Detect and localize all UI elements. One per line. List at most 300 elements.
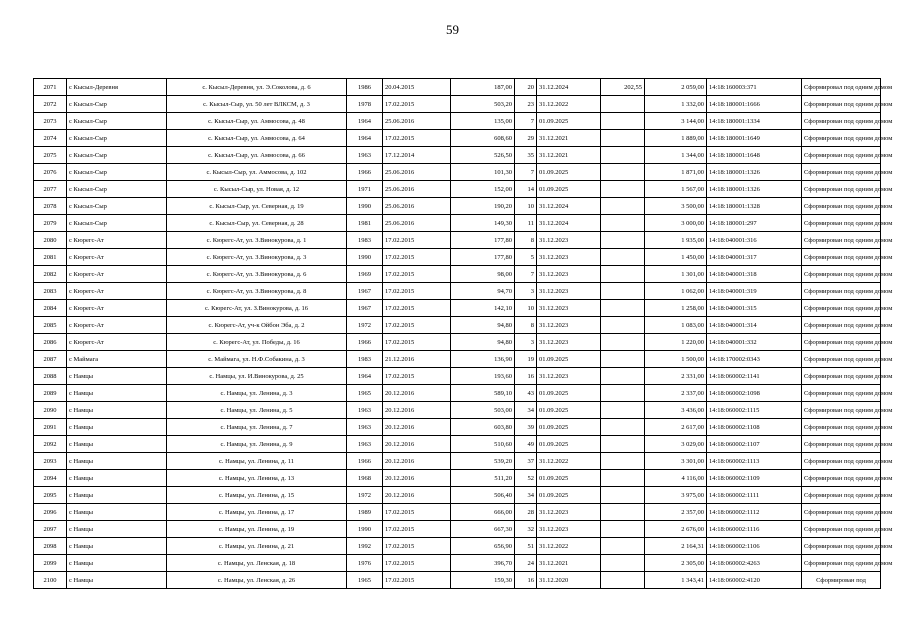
cadastral-number-cell: 14:18:040001:314 — [707, 317, 802, 334]
row-number: 2088 — [34, 368, 67, 385]
area-cell: 94,80 — [451, 334, 515, 351]
area-cell: 539,20 — [451, 453, 515, 470]
address-cell: с. Намцы, ул. Ленина, д. 19 — [167, 521, 347, 538]
row-number: 2094 — [34, 470, 67, 487]
planned-date-cell: 31.12.2021 — [537, 130, 601, 147]
settlement-cell: с Кюрегс-Ат — [67, 317, 167, 334]
row-number: 2089 — [34, 385, 67, 402]
row-number: 2073 — [34, 113, 67, 130]
year-built-cell: 1972 — [347, 317, 383, 334]
planned-date-cell: 31.12.2024 — [537, 79, 601, 96]
address-cell: с. Намцы, ул. Ленская, д. 18 — [167, 555, 347, 572]
year-built-cell: 1983 — [347, 232, 383, 249]
land-status-cell: Сформировал под одним домом — [802, 79, 881, 96]
residents-count-cell: 52 — [515, 470, 537, 487]
extra-value-cell — [601, 96, 645, 113]
row-number: 2077 — [34, 181, 67, 198]
year-built-cell: 1964 — [347, 130, 383, 147]
extra-value-cell — [601, 402, 645, 419]
settlement-cell: с Намцы — [67, 555, 167, 572]
row-number: 2086 — [34, 334, 67, 351]
settlement-cell: с Кюрегс-Ат — [67, 300, 167, 317]
row-number: 2081 — [34, 249, 67, 266]
residents-count-cell: 39 — [515, 419, 537, 436]
year-built-cell: 1966 — [347, 334, 383, 351]
year-built-cell: 1968 — [347, 470, 383, 487]
row-number: 2090 — [34, 402, 67, 419]
address-cell: с. Намцы, ул. Ленина, д. 21 — [167, 538, 347, 555]
settlement-cell: с Кюрегс-Ат — [67, 334, 167, 351]
settlement-cell: с Намцы — [67, 453, 167, 470]
table-row — [34, 232, 881, 249]
residents-count-cell: 14 — [515, 181, 537, 198]
cost-cell: 2 059,00 — [645, 79, 707, 96]
row-number: 2076 — [34, 164, 67, 181]
table-row — [34, 164, 881, 181]
row-number: 2075 — [34, 147, 67, 164]
land-status-cell: Сформирован под одним домом — [802, 317, 881, 334]
address-cell: с. Намцы, ул. Ленина, д. 17 — [167, 504, 347, 521]
cadastral-number-cell: 14:18:060002:1115 — [707, 402, 802, 419]
cost-cell: 3 144,00 — [645, 113, 707, 130]
settlement-cell: с Кысыл-Сыр — [67, 181, 167, 198]
date-cell: 17.02.2015 — [383, 300, 451, 317]
extra-value-cell — [601, 351, 645, 368]
date-cell: 25.06.2016 — [383, 198, 451, 215]
extra-value-cell — [601, 555, 645, 572]
land-status-cell: Сформирован под одним домом — [802, 232, 881, 249]
year-built-cell: 1969 — [347, 266, 383, 283]
table-row — [34, 283, 881, 300]
cadastral-number-cell: 14:18:060002:4120 — [707, 572, 802, 589]
address-cell: с. Кысыл-Сыр, ул. 50 лет ВЛКСМ, д. 3 — [167, 96, 347, 113]
settlement-cell: с Кысыл-Сыр — [67, 147, 167, 164]
planned-date-cell: 31.12.2023 — [537, 283, 601, 300]
cost-cell: 3 500,00 — [645, 198, 707, 215]
table-row — [34, 300, 881, 317]
cost-cell: 1 567,00 — [645, 181, 707, 198]
land-status-cell: Сформирован под одним домом — [802, 470, 881, 487]
cost-cell: 2 357,00 — [645, 504, 707, 521]
cadastral-number-cell: 14:18:180001:1326 — [707, 181, 802, 198]
address-cell: с. Намцы, ул. Ленина, д. 9 — [167, 436, 347, 453]
row-number: 2074 — [34, 130, 67, 147]
extra-value-cell — [601, 300, 645, 317]
table-row — [34, 215, 881, 232]
residents-count-cell: 43 — [515, 385, 537, 402]
date-cell: 17.02.2015 — [383, 317, 451, 334]
cadastral-number-cell: 14:18:180001:1649 — [707, 130, 802, 147]
year-built-cell: 1967 — [347, 283, 383, 300]
area-cell: 187,00 — [451, 79, 515, 96]
area-cell: 152,00 — [451, 181, 515, 198]
planned-date-cell: 01.09.2025 — [537, 402, 601, 419]
land-status-cell: Сформирован под одним домом — [802, 96, 881, 113]
settlement-cell: с Кысыл-Сыр — [67, 113, 167, 130]
settlement-cell: с Намцы — [67, 419, 167, 436]
table-row — [34, 198, 881, 215]
residents-count-cell: 10 — [515, 300, 537, 317]
date-cell: 21.12.2016 — [383, 351, 451, 368]
address-cell: с. Кысыл-Сыр, ул. Аммосова, д. 48 — [167, 113, 347, 130]
extra-value-cell — [601, 419, 645, 436]
land-status-cell: Сформирован под одним домом — [802, 181, 881, 198]
date-cell: 17.02.2015 — [383, 130, 451, 147]
date-cell: 17.12.2014 — [383, 147, 451, 164]
area-cell: 101,30 — [451, 164, 515, 181]
planned-date-cell: 01.09.2025 — [537, 436, 601, 453]
table-row — [34, 113, 881, 130]
land-status-cell: Сформирован под одним домом — [802, 402, 881, 419]
area-cell: 94,70 — [451, 283, 515, 300]
planned-date-cell: 31.12.2023 — [537, 317, 601, 334]
address-cell: с. Кюрегс-Ат, ул. Победы, д. 16 — [167, 334, 347, 351]
table-row — [34, 96, 881, 113]
area-cell: 589,10 — [451, 385, 515, 402]
area-cell: 666,00 — [451, 504, 515, 521]
table-row — [34, 368, 881, 385]
land-status-cell: Сформирован под одним домом — [802, 198, 881, 215]
table-row — [34, 487, 881, 504]
address-cell: с. Кысыл-Деревня, ул. Э.Соколова, д. 6 — [167, 79, 347, 96]
residents-count-cell: 20 — [515, 79, 537, 96]
residents-count-cell: 37 — [515, 453, 537, 470]
residents-count-cell: 3 — [515, 334, 537, 351]
date-cell: 17.02.2015 — [383, 555, 451, 572]
date-cell: 20.12.2016 — [383, 470, 451, 487]
row-number: 2091 — [34, 419, 67, 436]
date-cell: 17.02.2015 — [383, 96, 451, 113]
row-number: 2099 — [34, 555, 67, 572]
row-number: 2078 — [34, 198, 67, 215]
table-row — [34, 504, 881, 521]
land-status-cell: Сформирован под одним домом — [802, 130, 881, 147]
cost-cell: 1 450,00 — [645, 249, 707, 266]
cadastral-number-cell: 14:18:040001:317 — [707, 249, 802, 266]
planned-date-cell: 31.12.2023 — [537, 232, 601, 249]
residents-count-cell: 16 — [515, 572, 537, 589]
planned-date-cell: 31.12.2020 — [537, 572, 601, 589]
year-built-cell: 1966 — [347, 164, 383, 181]
year-built-cell: 1976 — [347, 555, 383, 572]
date-cell: 20.12.2016 — [383, 487, 451, 504]
land-status-cell: Сформирован под одним домом — [802, 555, 881, 572]
planned-date-cell: 01.09.2025 — [537, 470, 601, 487]
extra-value-cell — [601, 164, 645, 181]
planned-date-cell: 31.12.2024 — [537, 215, 601, 232]
land-status-cell: Сформирован под одним домом — [802, 113, 881, 130]
planned-date-cell: 31.12.2023 — [537, 521, 601, 538]
cost-cell: 3 000,00 — [645, 215, 707, 232]
cost-cell: 1 258,00 — [645, 300, 707, 317]
table-row — [34, 538, 881, 555]
cadastral-number-cell: 14:18:180001:1648 — [707, 147, 802, 164]
planned-date-cell: 01.09.2025 — [537, 181, 601, 198]
cadastral-number-cell: 14:18:060002:1113 — [707, 453, 802, 470]
table-row — [34, 419, 881, 436]
land-status-cell: Сформирован под одним домом — [802, 521, 881, 538]
extra-value-cell — [601, 385, 645, 402]
planned-date-cell: 01.09.2025 — [537, 164, 601, 181]
settlement-cell: с Намцы — [67, 368, 167, 385]
date-cell: 17.02.2015 — [383, 572, 451, 589]
cadastral-number-cell: 14:18:060002:1112 — [707, 504, 802, 521]
extra-value-cell — [601, 436, 645, 453]
settlement-cell: с Кысыл-Сыр — [67, 198, 167, 215]
cadastral-number-cell: 14:18:040001:316 — [707, 232, 802, 249]
row-number: 2080 — [34, 232, 67, 249]
settlement-cell: с Кысыл-Сыр — [67, 215, 167, 232]
cost-cell: 2 617,00 — [645, 419, 707, 436]
row-number: 2093 — [34, 453, 67, 470]
residents-count-cell: 7 — [515, 266, 537, 283]
planned-date-cell: 31.12.2023 — [537, 368, 601, 385]
cadastral-number-cell: 14:18:160003:371 — [707, 79, 802, 96]
land-status-cell: Сформирован под одним домом — [802, 538, 881, 555]
planned-date-cell: 31.12.2023 — [537, 334, 601, 351]
address-cell: с. Кюрегс-Ат, ул. З.Винокурова, д. 3 — [167, 249, 347, 266]
date-cell: 17.02.2015 — [383, 266, 451, 283]
extra-value-cell — [601, 113, 645, 130]
cadastral-number-cell: 14:18:060002:1109 — [707, 470, 802, 487]
cost-cell: 1 889,00 — [645, 130, 707, 147]
cost-cell: 1 343,41 — [645, 572, 707, 589]
extra-value-cell — [601, 572, 645, 589]
cost-cell: 4 116,00 — [645, 470, 707, 487]
residents-count-cell: 23 — [515, 96, 537, 113]
year-built-cell: 1964 — [347, 368, 383, 385]
date-cell: 20.12.2016 — [383, 453, 451, 470]
residents-count-cell: 49 — [515, 436, 537, 453]
area-cell: 98,00 — [451, 266, 515, 283]
year-built-cell: 1966 — [347, 453, 383, 470]
extra-value-cell — [601, 317, 645, 334]
row-number: 2100 — [34, 572, 67, 589]
year-built-cell: 1963 — [347, 436, 383, 453]
land-status-cell: Сформирован под одним домом — [802, 419, 881, 436]
planned-date-cell: 31.12.2022 — [537, 96, 601, 113]
cost-cell: 2 337,00 — [645, 385, 707, 402]
land-status-cell: Сформирован под одним домом — [802, 385, 881, 402]
cadastral-number-cell: 14:18:040001:319 — [707, 283, 802, 300]
settlement-cell: с Намцы — [67, 436, 167, 453]
cadastral-number-cell: 14:18:180001:1334 — [707, 113, 802, 130]
cost-cell: 1 062,00 — [645, 283, 707, 300]
land-status-cell: Сформирован под одним домом — [802, 164, 881, 181]
table-row — [34, 130, 881, 147]
residents-count-cell: 7 — [515, 164, 537, 181]
area-cell: 526,50 — [451, 147, 515, 164]
planned-date-cell: 01.09.2025 — [537, 385, 601, 402]
residents-count-cell: 7 — [515, 113, 537, 130]
planned-date-cell: 31.12.2023 — [537, 266, 601, 283]
area-cell: 511,20 — [451, 470, 515, 487]
planned-date-cell: 31.12.2024 — [537, 198, 601, 215]
settlement-cell: с Кюрегс-Ат — [67, 283, 167, 300]
row-number: 2092 — [34, 436, 67, 453]
cost-cell: 1 344,00 — [645, 147, 707, 164]
extra-value-cell — [601, 538, 645, 555]
planned-date-cell: 31.12.2022 — [537, 453, 601, 470]
address-cell: с. Намцы, ул. Ленина, д. 15 — [167, 487, 347, 504]
settlement-cell: с Намцы — [67, 521, 167, 538]
area-cell: 190,20 — [451, 198, 515, 215]
planned-date-cell: 01.09.2025 — [537, 351, 601, 368]
date-cell: 17.02.2015 — [383, 521, 451, 538]
year-built-cell: 1963 — [347, 402, 383, 419]
cadastral-number-cell: 14:18:180001:1328 — [707, 198, 802, 215]
row-number: 2071 — [34, 79, 67, 96]
extra-value-cell — [601, 368, 645, 385]
date-cell: 25.06.2016 — [383, 113, 451, 130]
land-status-cell: Сформирован под одним домом — [802, 334, 881, 351]
settlement-cell: с Маймага — [67, 351, 167, 368]
cost-cell: 1 935,00 — [645, 232, 707, 249]
date-cell: 20.12.2016 — [383, 402, 451, 419]
extra-value-cell — [601, 504, 645, 521]
year-built-cell: 1967 — [347, 300, 383, 317]
planned-date-cell: 31.12.2023 — [537, 249, 601, 266]
cadastral-number-cell: 14:18:060002:1106 — [707, 538, 802, 555]
table-row — [34, 351, 881, 368]
settlement-cell: с Намцы — [67, 385, 167, 402]
area-cell: 142,10 — [451, 300, 515, 317]
address-cell: с. Кысыл-Сыр, ул. Новая, д. 12 — [167, 181, 347, 198]
land-status-cell: Сформирован под одним домом — [802, 266, 881, 283]
row-number: 2082 — [34, 266, 67, 283]
address-cell: с. Намцы, ул. Ленина, д. 11 — [167, 453, 347, 470]
cost-cell: 1 220,00 — [645, 334, 707, 351]
land-status-cell: Сформирован под одним домом — [802, 368, 881, 385]
row-number: 2072 — [34, 96, 67, 113]
cadastral-number-cell: 14:18:180001:297 — [707, 215, 802, 232]
area-cell: 608,60 — [451, 130, 515, 147]
date-cell: 17.02.2015 — [383, 232, 451, 249]
settlement-cell: с Намцы — [67, 487, 167, 504]
table-row — [34, 572, 881, 589]
area-cell: 503,00 — [451, 402, 515, 419]
extra-value-cell: 202,55 — [601, 79, 645, 96]
cost-cell: 2 305,00 — [645, 555, 707, 572]
date-cell: 25.06.2016 — [383, 164, 451, 181]
row-number: 2083 — [34, 283, 67, 300]
residents-count-cell: 8 — [515, 317, 537, 334]
planned-date-cell: 31.12.2022 — [537, 538, 601, 555]
address-cell: с. Кюрегс-Ат, уч-к Ойбон Эба, д. 2 — [167, 317, 347, 334]
area-cell: 159,30 — [451, 572, 515, 589]
cost-cell: 1 871,00 — [645, 164, 707, 181]
date-cell: 25.06.2016 — [383, 181, 451, 198]
planned-date-cell: 31.12.2021 — [537, 147, 601, 164]
date-cell: 20.12.2016 — [383, 436, 451, 453]
area-cell: 136,90 — [451, 351, 515, 368]
row-number: 2084 — [34, 300, 67, 317]
address-cell: с. Намцы, ул. Ленина, д. 5 — [167, 402, 347, 419]
extra-value-cell — [601, 453, 645, 470]
year-built-cell: 1983 — [347, 351, 383, 368]
table-row — [34, 470, 881, 487]
settlement-cell: с Намцы — [67, 470, 167, 487]
land-status-cell: Сформирован под одним домом — [802, 215, 881, 232]
extra-value-cell — [601, 232, 645, 249]
housing-registry-table — [33, 78, 893, 589]
cost-cell: 1 083,00 — [645, 317, 707, 334]
settlement-cell: с Кысыл-Деревня — [67, 79, 167, 96]
cost-cell: 3 301,00 — [645, 453, 707, 470]
area-cell: 94,80 — [451, 317, 515, 334]
address-cell: с. Кысыл-Сыр, ул. Северная, д. 19 — [167, 198, 347, 215]
address-cell: с. Кысыл-Сыр, ул. Аммосова, д. 66 — [167, 147, 347, 164]
area-cell: 510,60 — [451, 436, 515, 453]
cadastral-number-cell: 14:18:180001:1326 — [707, 164, 802, 181]
row-number: 2079 — [34, 215, 67, 232]
year-built-cell: 1981 — [347, 215, 383, 232]
extra-value-cell — [601, 487, 645, 504]
table-row — [34, 317, 881, 334]
date-cell: 20.12.2016 — [383, 419, 451, 436]
residents-count-cell: 32 — [515, 521, 537, 538]
extra-value-cell — [601, 130, 645, 147]
extra-value-cell — [601, 215, 645, 232]
table-row — [34, 385, 881, 402]
land-status-cell: Сформирован под одним домом — [802, 300, 881, 317]
extra-value-cell — [601, 198, 645, 215]
row-number: 2098 — [34, 538, 67, 555]
extra-value-cell — [601, 249, 645, 266]
address-cell: с. Кюрегс-Ат, ул. З.Винокурова, д. 1 — [167, 232, 347, 249]
date-cell: 20.04.2015 — [383, 79, 451, 96]
cost-cell: 1 301,00 — [645, 266, 707, 283]
cadastral-number-cell: 14:18:040001:332 — [707, 334, 802, 351]
cadastral-number-cell: 14:18:060002:1108 — [707, 419, 802, 436]
residents-count-cell: 5 — [515, 249, 537, 266]
cost-cell: 3 436,00 — [645, 402, 707, 419]
date-cell: 17.02.2015 — [383, 283, 451, 300]
land-status-cell: Сформирован под одним домом — [802, 487, 881, 504]
date-cell: 17.02.2015 — [383, 538, 451, 555]
address-cell: с. Кысыл-Сыр, ул. Северная, д. 28 — [167, 215, 347, 232]
cadastral-number-cell: 14:18:060002:1116 — [707, 521, 802, 538]
residents-count-cell: 16 — [515, 368, 537, 385]
address-cell: с. Намцы, ул. Ленина, д. 3 — [167, 385, 347, 402]
cadastral-number-cell: 14:18:060002:1141 — [707, 368, 802, 385]
settlement-cell: с Кюрегс-Ат — [67, 249, 167, 266]
date-cell: 17.02.2015 — [383, 368, 451, 385]
settlement-cell: с Кысыл-Сыр — [67, 164, 167, 181]
planned-date-cell: 31.12.2023 — [537, 300, 601, 317]
year-built-cell: 1990 — [347, 198, 383, 215]
date-cell: 25.06.2016 — [383, 215, 451, 232]
address-cell: с. Кюрегс-Ат, ул. З.Винокурова, д. 8 — [167, 283, 347, 300]
area-cell: 506,40 — [451, 487, 515, 504]
land-status-cell: Сформирован под одним домом — [802, 436, 881, 453]
land-status-cell: Сформирован под одним домом — [802, 453, 881, 470]
page-number: 59 — [446, 22, 459, 37]
planned-date-cell: 01.09.2025 — [537, 419, 601, 436]
settlement-cell: с Намцы — [67, 572, 167, 589]
cadastral-number-cell: 14:18:060002:1107 — [707, 436, 802, 453]
address-cell: с. Намцы, ул. Ленская, д. 26 — [167, 572, 347, 589]
land-status-cell: Сформирован под одним домом — [802, 351, 881, 368]
area-cell: 603,80 — [451, 419, 515, 436]
table-row — [34, 266, 881, 283]
cost-cell: 1 500,00 — [645, 351, 707, 368]
area-cell: 667,30 — [451, 521, 515, 538]
area-cell: 396,70 — [451, 555, 515, 572]
cost-cell: 3 029,00 — [645, 436, 707, 453]
year-built-cell: 1992 — [347, 538, 383, 555]
cost-cell: 2 676,00 — [645, 521, 707, 538]
